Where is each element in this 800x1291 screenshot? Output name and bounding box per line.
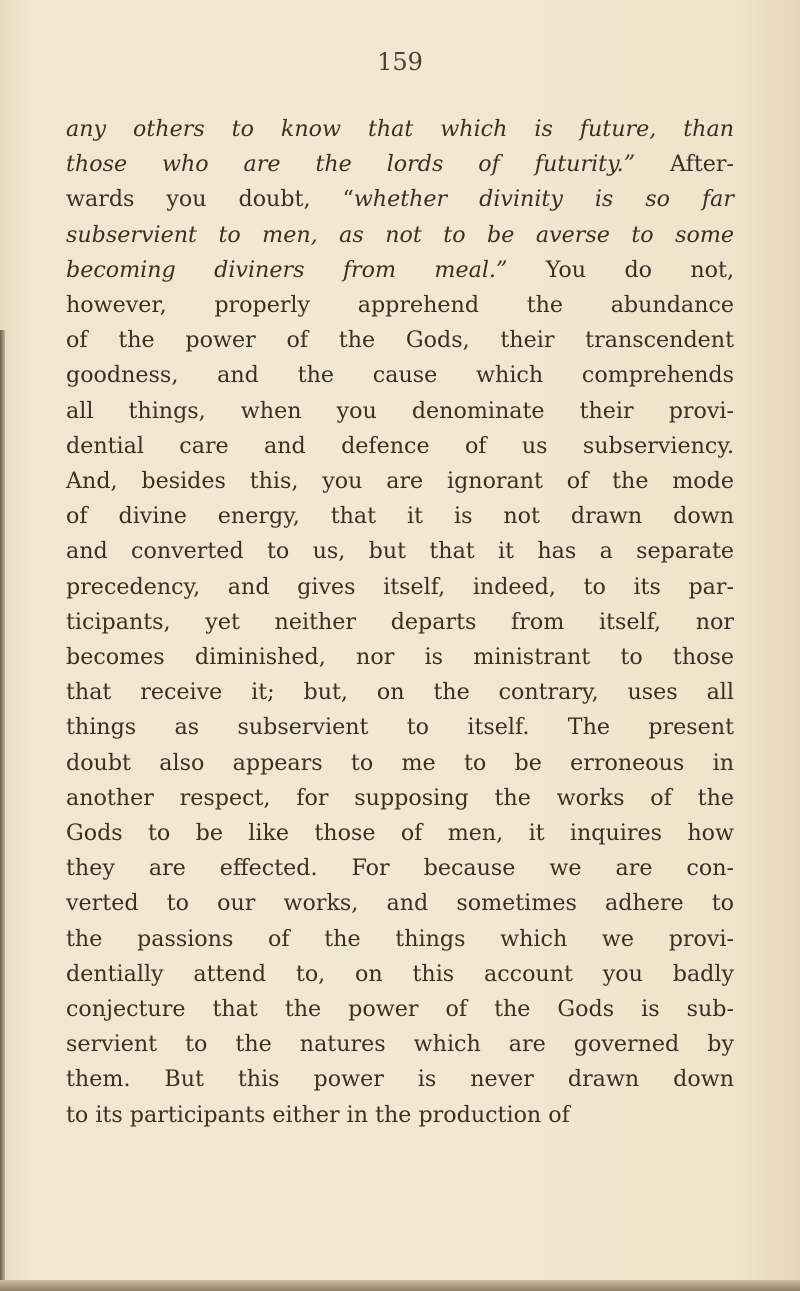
- text-segment: things as subservient to itself. The present: [66, 714, 734, 741]
- text-segment: them. But this power is never drawn down: [66, 1066, 734, 1093]
- text-line: [66, 358, 734, 393]
- text-line: [66, 147, 734, 182]
- text-line: [66, 1027, 734, 1062]
- text-line: [66, 710, 734, 745]
- text-segment: goodness, and the cause which comprehends: [66, 362, 734, 389]
- text-segment: and converted to us, but that it has a separate: [66, 538, 734, 565]
- italic-text-segment: any others to know that which is future, than: [66, 116, 734, 142]
- text-line: [66, 746, 734, 781]
- text-segment: they are effected. For because we are con-: [66, 855, 734, 882]
- text-line: [66, 886, 734, 921]
- italic-text-segment: those who are the lords of futurity.”: [66, 151, 636, 178]
- text-segment: dential care and defence of us subserviency.: [66, 432, 734, 459]
- text-segment: ticipants, yet neither departs from itself, nor: [66, 608, 734, 635]
- text-line: [66, 605, 734, 640]
- text-line: [66, 992, 734, 1027]
- text-segment: doubt also appears to me to be erroneous in: [66, 749, 734, 776]
- text-segment: that receive it; but, on the contrary, uses all: [66, 679, 734, 706]
- italic-text-segment: becoming diviners from meal.”: [66, 256, 508, 283]
- text-segment: conjecture that the power of the Gods is sub-: [66, 996, 734, 1023]
- text-line: [66, 640, 734, 675]
- text-segment: Gods to be like those of men, it inquires how: [66, 820, 734, 847]
- text-segment: And, besides this, you are ignorant of the mode: [66, 468, 734, 495]
- text-segment: the passions of the things which we provi-: [66, 925, 734, 952]
- text-segment: After-: [635, 151, 734, 178]
- text-segment: to its participants either in the production of: [66, 1101, 570, 1128]
- text-line: [66, 922, 734, 957]
- text-line: [66, 1062, 734, 1097]
- page-bottom-edge: [0, 1280, 800, 1291]
- text-line: [66, 112, 734, 147]
- text-segment: all things, when you denominate their provi-: [66, 397, 734, 424]
- page-number: 159: [377, 48, 423, 76]
- text-segment: another respect, for supposing the works of the: [66, 784, 734, 811]
- text-segment: of divine energy, that it is not drawn down: [66, 503, 734, 530]
- text-line: [66, 781, 734, 816]
- text-segment: dentially attend to, on this account you badly: [66, 960, 734, 987]
- text-line: [66, 394, 734, 429]
- text-line: [66, 675, 734, 710]
- text-line: [66, 464, 734, 499]
- text-line: [66, 323, 734, 358]
- text-segment: however, properly apprehend the abundance: [66, 292, 734, 319]
- text-line: [66, 253, 734, 288]
- text-line: [66, 1098, 734, 1133]
- text-line: [66, 182, 734, 217]
- text-line: [66, 851, 734, 886]
- text-line: [66, 534, 734, 569]
- italic-text-segment: whether divinity is so far: [353, 186, 734, 213]
- text-line: [66, 218, 734, 253]
- text-segment: precedency, and gives itself, indeed, to its par-: [66, 573, 734, 600]
- text-segment: of the power of the Gods, their transcendent: [66, 327, 734, 354]
- text-line: [66, 816, 734, 851]
- text-segment: servient to the natures which are governed by: [66, 1031, 734, 1058]
- text-segment: becomes diminished, nor is ministrant to those: [66, 644, 734, 671]
- text-line: [66, 499, 734, 534]
- page-left-edge: [0, 330, 5, 1291]
- text-line: [66, 957, 734, 992]
- text-line: [66, 429, 734, 464]
- text-segment: verted to our works, and sometimes adhere to: [66, 890, 734, 917]
- text-line: [66, 288, 734, 323]
- text-segment: You do not,: [507, 256, 734, 283]
- body-text: [66, 112, 734, 1133]
- text-line: [66, 570, 734, 605]
- italic-text-segment: subservient to men, as not to be averse to some: [66, 221, 734, 248]
- text-segment: wards you doubt, “: [66, 186, 354, 213]
